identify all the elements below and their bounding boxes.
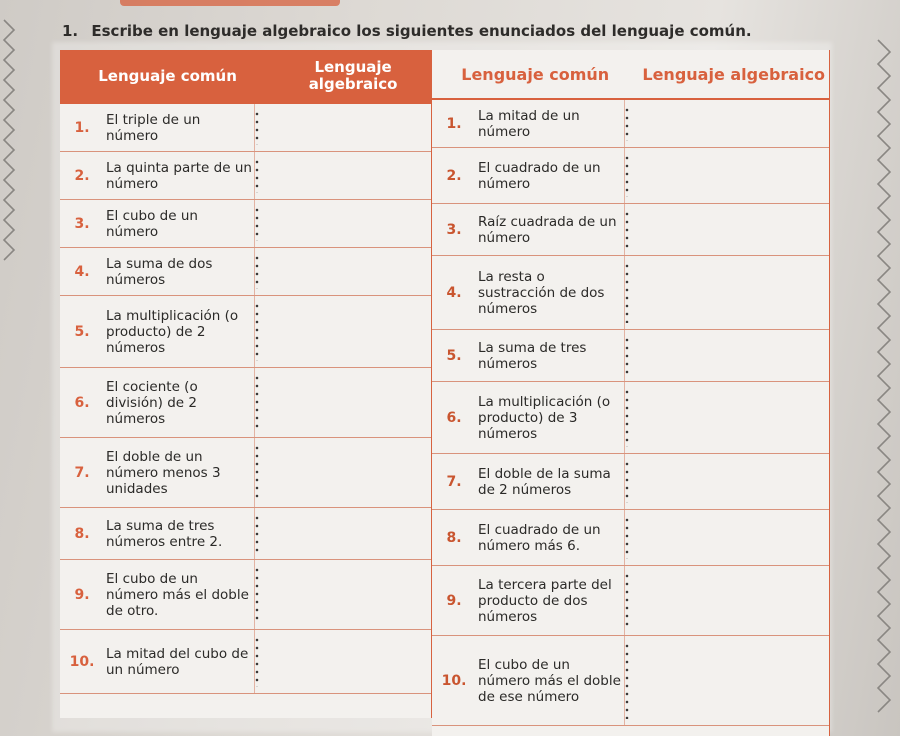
answer-field[interactable] (254, 368, 431, 437)
answer-field[interactable] (624, 454, 829, 509)
row-statement: El cubo de un número más el doble de ese número (478, 656, 621, 705)
answer-field[interactable] (254, 296, 431, 367)
table-row (60, 438, 431, 508)
row-statement: La suma de tres números entre 2. (106, 517, 223, 550)
answer-field[interactable] (254, 248, 431, 295)
table-row (432, 100, 829, 148)
table-row (432, 636, 829, 726)
answer-field[interactable] (624, 330, 829, 381)
table-row (60, 560, 431, 630)
row-statement: Raíz cuadrada de un número (478, 213, 617, 246)
table-row (60, 368, 431, 438)
left-translation-table (60, 50, 432, 718)
table-row (60, 104, 431, 152)
dotted-guide (255, 158, 259, 193)
table-row (432, 148, 829, 204)
row-number: 2. (74, 167, 90, 184)
row-statement: El doble de un número menos 3 unidades (106, 448, 221, 497)
binding-zigzag-right (870, 0, 900, 736)
dotted-guide (625, 388, 629, 447)
dotted-guide (255, 514, 259, 553)
row-statement: La tercera parte del producto de dos números (478, 576, 612, 625)
exercise-instruction (62, 22, 752, 40)
row-statement: El triple de un número (106, 111, 201, 144)
table-row (432, 256, 829, 330)
row-number: 7. (446, 473, 462, 490)
answer-field[interactable] (254, 438, 431, 507)
dotted-guide (255, 302, 259, 361)
right-header-common: Lenguaje común (461, 64, 610, 84)
table-row (60, 152, 431, 200)
dotted-guide (255, 636, 259, 687)
exercise-instruction-text: Escribe en lenguaje algebraico los siguientes enunciados del lenguaje común. (91, 22, 752, 40)
dotted-guide (625, 106, 629, 141)
table-row (432, 330, 829, 382)
row-statement: El cuadrado de un número más 6. (478, 521, 601, 554)
row-number: 4. (446, 284, 462, 301)
table-row (60, 296, 431, 368)
row-number: 1. (446, 115, 462, 132)
row-statement: La multiplicación (o producto) de 2 números (106, 307, 239, 356)
row-number: 5. (74, 323, 90, 340)
row-statement: La mitad de un número (478, 107, 580, 140)
row-number: 6. (74, 394, 90, 411)
answer-field[interactable] (624, 148, 829, 203)
row-statement: El doble de la suma de 2 números (478, 465, 611, 498)
right-header-algebraic: Lenguaje algebraico (642, 64, 826, 84)
row-number: 4. (74, 263, 90, 280)
row-number: 10. (69, 653, 95, 670)
right-translation-table (432, 50, 830, 736)
left-table-header (60, 50, 431, 102)
row-number: 3. (74, 215, 90, 232)
right-table-header (432, 50, 829, 98)
dotted-guide (625, 460, 629, 503)
row-number: 3. (446, 221, 462, 238)
right-table-rows (432, 98, 829, 726)
answer-field[interactable] (254, 152, 431, 199)
row-statement: La multiplicación (o producto) de 3 números (478, 393, 611, 442)
table-row (432, 510, 829, 566)
row-number: 1. (74, 119, 90, 136)
answer-field[interactable] (254, 104, 431, 151)
table-row (60, 508, 431, 560)
dotted-guide (255, 206, 259, 241)
answer-field[interactable] (624, 204, 829, 255)
row-number: 5. (446, 347, 462, 364)
answer-field[interactable] (624, 510, 829, 565)
answer-field[interactable] (624, 382, 829, 453)
row-statement: La suma de tres números (478, 339, 587, 372)
answer-field[interactable] (624, 636, 829, 725)
row-number: 7. (74, 464, 90, 481)
row-number: 8. (74, 525, 90, 542)
table-row (60, 630, 431, 694)
dotted-guide (625, 210, 629, 249)
top-decorative-strip (120, 0, 340, 6)
dotted-guide (255, 110, 259, 145)
binding-zigzag-left (0, 0, 30, 736)
row-statement: El cubo de un número (106, 207, 198, 240)
answer-field[interactable] (254, 200, 431, 247)
answer-field[interactable] (624, 566, 829, 635)
table-row (60, 200, 431, 248)
table-row (60, 248, 431, 296)
answer-field[interactable] (254, 508, 431, 559)
row-number: 9. (446, 592, 462, 609)
dotted-guide (255, 254, 259, 289)
row-statement: El cuadrado de un número (478, 159, 601, 192)
left-table-rows (60, 102, 431, 694)
row-number: 10. (441, 672, 467, 689)
row-number: 8. (446, 529, 462, 546)
dotted-guide (625, 154, 629, 197)
row-statement: El cociente (o división) de 2 números (106, 378, 198, 427)
row-number: 6. (446, 409, 462, 426)
dotted-guide (625, 642, 629, 719)
table-row (432, 454, 829, 510)
table-row (432, 566, 829, 636)
answer-field[interactable] (624, 100, 829, 147)
left-header-common: Lenguaje común (98, 66, 237, 85)
left-header-algebraic: Lenguaje algebraico (308, 58, 398, 93)
dotted-guide (255, 444, 259, 501)
row-statement: La suma de dos números (106, 255, 213, 288)
dotted-guide (625, 336, 629, 375)
row-number: 2. (446, 167, 462, 184)
row-statement: El cubo de un número más el doble de otro. (106, 570, 249, 619)
dotted-guide (625, 262, 629, 323)
dotted-guide (255, 374, 259, 431)
row-number: 9. (74, 586, 90, 603)
row-statement: La quinta parte de un número (106, 159, 252, 192)
dotted-guide (255, 566, 259, 623)
row-statement: La mitad del cubo de un número (106, 645, 249, 678)
answer-field[interactable] (254, 560, 431, 629)
dotted-guide (625, 572, 629, 629)
dotted-guide (625, 516, 629, 559)
exercise-number: 1. (62, 22, 79, 40)
answer-field[interactable] (254, 630, 431, 693)
row-statement: La resta o sustracción de dos números (478, 268, 605, 317)
answer-field[interactable] (624, 256, 829, 329)
table-row (432, 382, 829, 454)
table-row (432, 204, 829, 256)
